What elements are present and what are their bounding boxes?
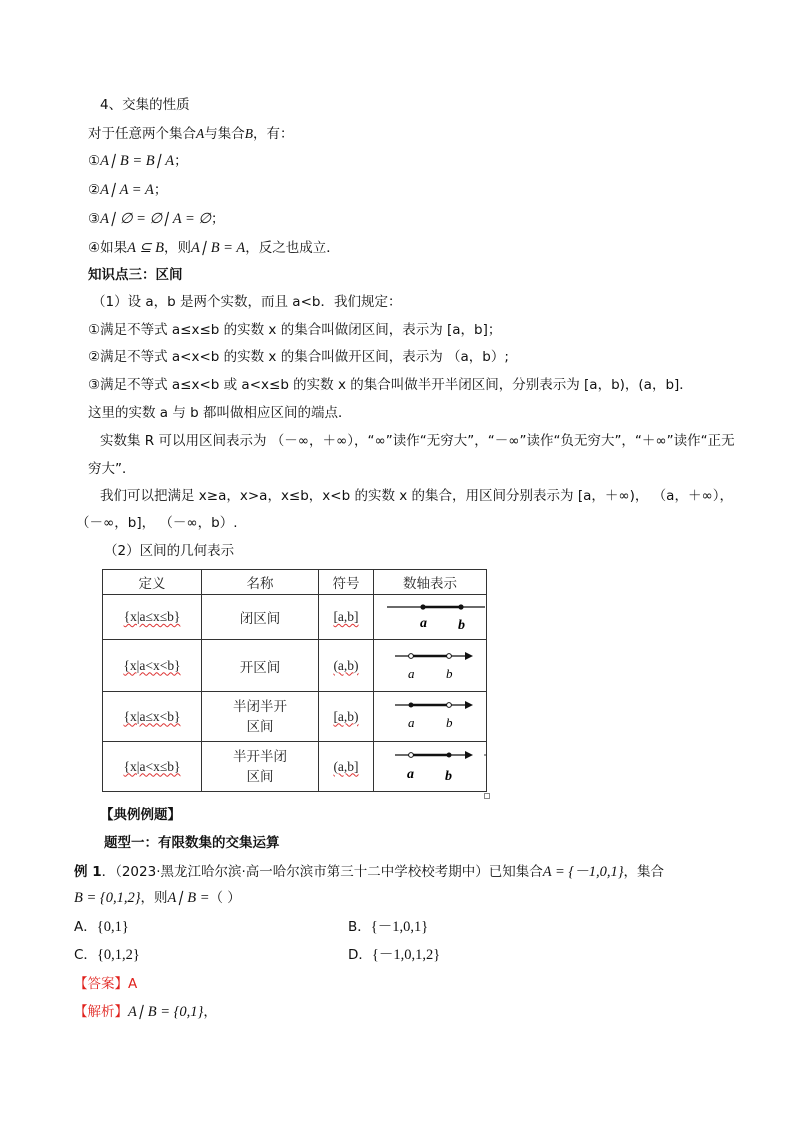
definition-cell: [103, 742, 202, 792]
text-line: ②满足不等式 a<x<b 的实数 x 的集合叫做开区间，表示为 （a，b）;: [88, 349, 509, 365]
answer-value: A: [128, 976, 138, 992]
answer-line: [74, 974, 137, 994]
endpoint-b-open: [447, 702, 452, 707]
text-line: ①满足不等式 a≤x≤b 的实数 x 的集合叫做闭区间，表示为 [a，b]；: [88, 322, 502, 338]
text-line: ③满足不等式 a≤x<b 或 a<x≤b 的实数 x 的集合叫做半开半闭区间，分别表示为 [a，b)，(a，b]．: [88, 377, 693, 393]
punct: ；: [174, 153, 188, 169]
text-line: （1）设 a，b 是两个实数，而且 a<b．我们规定：: [92, 294, 402, 310]
option-label: B．: [348, 919, 371, 935]
axis-label-a: a: [408, 665, 415, 681]
formula: A∣ B = B∣ A: [100, 153, 175, 169]
bullet: ②: [88, 182, 101, 198]
header-cell: 数轴表示: [374, 570, 487, 595]
math-var: A: [196, 126, 205, 141]
endpoint-b-open: [447, 653, 452, 658]
text-line: （－∞，b]， （－∞，b）.: [76, 515, 238, 531]
symbol-cell: [319, 595, 374, 640]
axis-label-a: a: [420, 616, 427, 631]
example-label: 例 1: [74, 864, 102, 880]
example-source: ．（2023·黑龙江哈尔滨·高一哈尔滨市第三十二中学校校考期中）已知集合: [101, 864, 543, 880]
text-line: 穷大”．: [88, 461, 136, 477]
example-1-line-2: [74, 888, 241, 908]
axis-arrow: [465, 701, 473, 709]
example-1-line: [74, 862, 664, 882]
text-fragment: ，反之也成立．: [245, 240, 340, 256]
explanation-label: 【解析】: [74, 1004, 128, 1020]
text-fragment: 与集合: [204, 126, 245, 142]
heading-intersection-properties: 4、交集的性质: [100, 97, 190, 113]
definition-text: {x|a≤x<b}: [123, 708, 181, 724]
endpoint-b-closed: [447, 752, 452, 757]
name-text: 半开半闭: [233, 748, 287, 765]
axis-label-b: b: [446, 665, 453, 681]
question-type-1-heading: 题型一：有限数集的交集运算: [104, 835, 280, 851]
property-4: [88, 238, 340, 258]
answer-label: 【答案】: [74, 976, 128, 992]
axis-cell: [374, 742, 487, 792]
axis-label-a: a: [407, 766, 414, 782]
definition-text: {x|a<x≤b}: [123, 758, 181, 774]
option-label: D．: [348, 947, 372, 963]
table-edge-marker: [484, 754, 486, 756]
bullet: ①: [88, 153, 101, 169]
option-a: [74, 917, 129, 937]
definition-cell: [103, 692, 202, 742]
axis-arrow: [465, 652, 473, 660]
table-resize-handle[interactable]: [484, 793, 490, 799]
table-row: [103, 595, 487, 640]
table-row: [103, 640, 487, 692]
symbol-cell: [319, 692, 374, 742]
bullet: ③: [88, 211, 101, 227]
formula: A ⊆ B: [127, 240, 164, 256]
text-line: 我们可以把满足 x≥a，x>a，x≤b，x<b 的实数 x 的集合，用区间分别表示为 [a，＋∞)， （a，＋∞），: [100, 488, 733, 504]
punct: ，: [203, 1004, 217, 1020]
interval-table: [102, 569, 487, 792]
symbol-text: [a,b): [333, 708, 359, 724]
option-value: {0,1,2}: [96, 947, 140, 963]
axis-label-a: a: [408, 714, 415, 730]
axis-label-b: b: [445, 768, 452, 784]
answer-blank: （ ）: [209, 890, 241, 906]
axis-cell: [374, 595, 487, 640]
endpoint-a-closed: [409, 702, 414, 707]
definition-text: {x|a≤x≤b}: [123, 609, 181, 624]
math-var: B: [244, 126, 253, 141]
symbol-text: (a,b]: [333, 758, 359, 774]
definition-text: {x|a<x<b}: [123, 657, 181, 673]
name-text: 半闭半开: [233, 698, 287, 715]
punct: ；: [153, 182, 168, 198]
name-cell: [202, 692, 319, 742]
formula: A∣ A = A: [100, 182, 154, 198]
endpoint-b-closed: [458, 604, 463, 609]
half-open-interval-number-line: [375, 743, 485, 787]
closed-interval-number-line: [375, 595, 485, 635]
endpoint-a-open: [409, 653, 414, 658]
axis-label-b: b: [458, 618, 465, 633]
punct: ；: [211, 211, 225, 227]
name-cell: 闭区间: [202, 595, 319, 640]
name-cell: 开区间: [202, 640, 319, 692]
endpoint-a-open: [409, 752, 414, 757]
text-line: [88, 124, 294, 144]
formula: A∣ B = A: [190, 240, 246, 256]
text-fragment: 对于任意两个集合: [88, 126, 196, 142]
property-2: [88, 180, 167, 200]
formula: A∣ B =: [167, 890, 210, 906]
symbol-text: [a,b]: [333, 609, 359, 624]
text-fragment: ④如果: [88, 240, 128, 256]
formula: A = {－1,0,1}: [542, 864, 624, 880]
table-header-row: [103, 570, 487, 595]
option-d: [348, 945, 440, 965]
option-value: {－1,0,1,2}: [371, 947, 441, 963]
text-line: 这里的实数 a 与 b 都叫做相应区间的端点．: [88, 405, 352, 421]
formula: A∣ B = {0,1}: [128, 1004, 204, 1020]
formula: B = {0,1,2}: [74, 890, 141, 906]
explanation-line: [74, 1002, 217, 1022]
table-row: [103, 742, 487, 792]
header-cell: 定义: [103, 570, 202, 595]
half-closed-interval-number-line: [375, 693, 485, 737]
formula: A∣ ∅ = ∅∣ A = ∅: [100, 211, 212, 227]
option-label: C．: [74, 947, 97, 963]
symbol-cell: [319, 742, 374, 792]
property-1: [88, 151, 188, 171]
option-value: {0,1}: [96, 919, 129, 935]
name-text: 区间: [246, 768, 274, 785]
header-cell: 名称: [202, 570, 319, 595]
option-label: A．: [74, 919, 97, 935]
property-3: [88, 209, 225, 229]
text-fragment: ，则: [140, 890, 168, 906]
text-line: 实数集 R 可以用区间表示为 （－∞，＋∞），“∞”读作“无穷大”，“－∞”读作“负无穷大”，“＋∞”读作“正无: [100, 433, 735, 449]
name-cell: [202, 742, 319, 792]
option-value: {－1,0,1}: [370, 919, 429, 935]
definition-cell: [103, 595, 202, 640]
name-text: 区间: [246, 718, 274, 735]
text-fragment: ，有：: [253, 126, 294, 142]
text-fragment: ，则: [163, 240, 191, 256]
knowledge-point-3-heading: 知识点三：区间: [88, 267, 183, 283]
axis-cell: [374, 640, 487, 692]
axis-cell: [374, 692, 487, 742]
definition-cell: [103, 640, 202, 692]
text-fragment: ，集合: [623, 864, 665, 880]
axis-arrow: [465, 751, 473, 759]
header-cell: 符号: [319, 570, 374, 595]
option-b: [348, 917, 428, 937]
endpoint-a-closed: [420, 604, 425, 609]
section-typical-examples: 【典例例题】: [100, 807, 181, 823]
symbol-cell: [319, 640, 374, 692]
table-row: [103, 692, 487, 742]
text-line: （2）区间的几何表示: [104, 543, 235, 559]
symbol-text: (a,b): [333, 657, 359, 673]
option-c: [74, 945, 140, 965]
axis-label-b: b: [446, 714, 453, 730]
open-interval-number-line: [375, 642, 485, 686]
